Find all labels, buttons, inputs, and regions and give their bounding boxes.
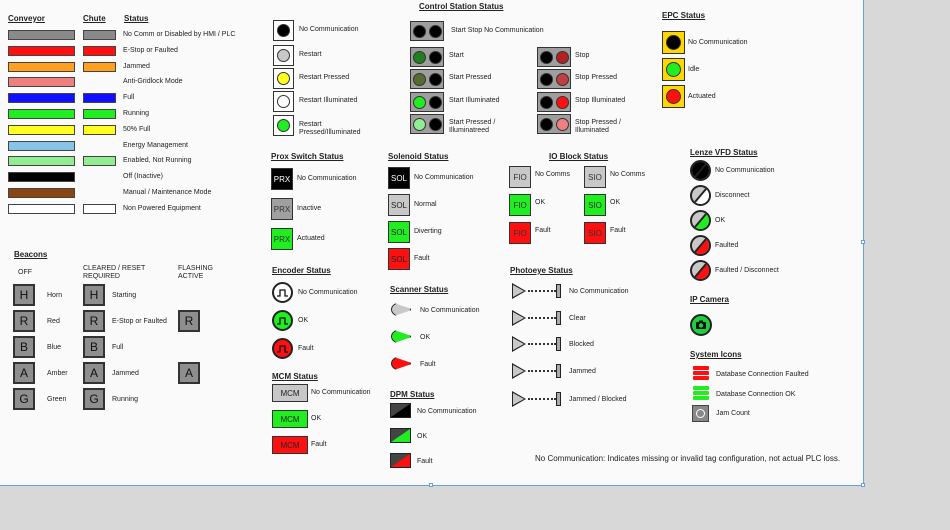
ip-camera-icon <box>690 314 712 336</box>
conveyor-status-label: Jammed <box>123 62 150 70</box>
ip-camera-header: IP Camera <box>690 295 729 304</box>
conveyor-swatch <box>8 204 75 214</box>
conveyor-status-label: 50% Full <box>123 125 151 133</box>
stop-lamp <box>556 73 569 86</box>
chute-swatch <box>83 93 116 103</box>
photoeye-reflector <box>556 284 561 298</box>
fio-icon: FIO <box>509 222 531 244</box>
dpm-fill <box>391 429 410 442</box>
conveyor-swatch <box>8 46 75 56</box>
photoeye-beam <box>528 343 556 345</box>
beacon-status-label: Jammed <box>112 370 139 377</box>
encoder-pulse-path <box>277 346 288 352</box>
restart-button-icon <box>273 115 294 136</box>
photoeye-status-label: Jammed <box>569 368 596 375</box>
beacon-cleared-icon: A <box>83 362 105 384</box>
mcm-header: MCM Status <box>272 372 318 381</box>
photoeye-status-label: Blocked <box>569 341 594 348</box>
lenze-vfd-glyph <box>692 187 709 204</box>
solenoid-header: Solenoid Status <box>388 152 449 161</box>
stop-lamp <box>429 118 442 131</box>
lenze-status-label: OK <box>715 217 726 224</box>
prox-status-label: No Communication <box>297 175 357 182</box>
conveyor-status-label: E-Stop or Faulted <box>123 46 178 54</box>
mcm-status-label: OK <box>311 415 322 422</box>
photoeye-emitter-fill <box>513 393 524 405</box>
start-lamp <box>413 51 426 64</box>
photoeye-reflector <box>556 337 561 351</box>
stop-status-label: Stop Pressed / Illuminated <box>575 119 621 134</box>
database-disk <box>693 391 709 395</box>
dpm-header: DPM Status <box>390 390 435 399</box>
beacons-col-flashing: FLASHING ACTIVE <box>178 265 214 280</box>
start-status-label: Start Illuminated <box>449 97 500 104</box>
stop-status-label: Stop Pressed <box>575 74 618 81</box>
lenze-vfd-glyph <box>692 237 709 254</box>
encoder-status-label: OK <box>298 317 309 324</box>
conveyor-swatch <box>8 125 75 135</box>
lenze-status-label: No Communication <box>715 167 775 174</box>
fio-status-label: OK <box>535 199 546 206</box>
epc-lamp <box>666 62 681 77</box>
restart-lamp <box>277 24 290 37</box>
fio-status-label: No Comms <box>535 171 571 178</box>
chute-header: Chute <box>83 14 106 23</box>
beacons-header: Beacons <box>14 250 48 259</box>
dpm-icon <box>390 428 411 443</box>
epc-header: EPC Status <box>662 11 706 20</box>
beacon-off-icon: A <box>13 362 35 384</box>
beacon-off-icon: G <box>13 388 35 410</box>
photoeye-status-label: Clear <box>569 315 586 322</box>
lenze-vfd-icon <box>690 160 711 181</box>
restart-status-label: Restart Illuminated <box>299 97 358 104</box>
stop-lamp <box>556 51 569 64</box>
encoder-status-label: No Communication <box>298 289 358 296</box>
conveyor-header: Conveyor <box>8 14 45 23</box>
chute-swatch <box>83 204 116 214</box>
start-lamp <box>413 118 426 131</box>
chute-swatch <box>83 125 116 135</box>
mcm-icon: MCM <box>272 410 308 428</box>
start-lamp <box>540 51 553 64</box>
encoder-pulse-path <box>277 318 288 324</box>
prox-icon: PRX <box>271 228 293 250</box>
chute-swatch <box>83 156 116 166</box>
beacon-cleared-icon: R <box>83 310 105 332</box>
start-stop-nocomm-label: Start Stop No Communication <box>451 27 544 34</box>
beacon-flashing-icon: A <box>178 362 200 384</box>
dpm-status-label: OK <box>417 433 428 440</box>
lenze-vfd-icon <box>690 260 711 281</box>
solenoid-icon: SOL <box>388 194 410 216</box>
conveyor-status-label: No Comm or Disabled by HMI / PLC <box>123 31 236 38</box>
conveyor-swatch <box>8 93 75 103</box>
photoeye-status-label: Jammed / Blocked <box>569 396 627 403</box>
stop-button-icon <box>537 114 571 134</box>
encoder-pulse-glyph <box>277 317 288 325</box>
epc-icon <box>662 31 685 54</box>
encoder-icon <box>272 282 293 303</box>
lenze-vfd-icon <box>690 235 711 256</box>
magnifier-glyph <box>696 409 705 418</box>
conveyor-status-label: Full <box>123 94 135 102</box>
database-disk <box>693 366 709 370</box>
start-lamp <box>413 73 426 86</box>
stop-lamp <box>429 96 442 109</box>
start-stop-nocomm-icon <box>410 21 444 41</box>
lenze-vfd-glyph <box>692 262 709 279</box>
system-icons-header: System Icons <box>690 350 742 359</box>
system-icon-label: Database Connection OK <box>716 391 796 398</box>
stop-button-icon <box>537 69 571 89</box>
solenoid-icon: SOL <box>388 221 410 243</box>
stop-status-label: Stop Illuminated <box>575 97 626 104</box>
mcm-status-label: Fault <box>311 441 327 448</box>
prox-status-label: Inactive <box>297 205 322 212</box>
database-disk <box>693 396 709 400</box>
start-lamp <box>413 96 426 109</box>
system-icon-label: Jam Count <box>716 410 750 417</box>
beacon-status-label: Full <box>112 344 124 351</box>
restart-lamp <box>277 119 290 132</box>
restart-lamp <box>277 95 290 108</box>
beacon-status-label: Starting <box>112 292 137 299</box>
conveyor-status-label: Non Powered Equipment <box>123 204 201 212</box>
resize-handle-bottom[interactable] <box>429 483 433 487</box>
stop-status-label: Stop <box>575 52 590 59</box>
conveyor-swatch <box>8 156 75 166</box>
scanner-icon <box>391 329 411 344</box>
beacon-off-icon: R <box>13 310 35 332</box>
stop-lamp <box>556 96 569 109</box>
mcm-status-label: No Communication <box>311 389 371 396</box>
restart-status-label: No Communication <box>299 26 359 33</box>
beacon-name-label: Amber <box>47 370 68 377</box>
scanner-header: Scanner Status <box>390 285 449 294</box>
stop-lamp <box>429 51 442 64</box>
encoder-status-label: Fault <box>298 345 314 352</box>
restart-status-label: Restart Pressed/Illuminated <box>299 121 361 136</box>
resize-handle-corner[interactable] <box>861 483 865 487</box>
epc-status-label: Actuated <box>688 93 716 100</box>
encoder-header: Encoder Status <box>272 266 331 275</box>
beacons-col-off: OFF <box>18 269 32 276</box>
conveyor-status-label: Off (Inactive) <box>123 173 163 181</box>
start-lamp <box>540 73 553 86</box>
restart-status-label: Restart Pressed <box>299 74 350 81</box>
photoeye-emitter-fill <box>513 338 524 350</box>
encoder-icon <box>272 310 293 331</box>
start-status-label: Start <box>449 52 464 59</box>
beacon-name-label: Horn <box>47 292 63 299</box>
solenoid-status-label: Fault <box>414 255 430 262</box>
beacon-name-label: Red <box>47 318 60 325</box>
footer-note: No Communication: Indicates missing or invalid tag configuration, not actual PLC loss. <box>535 454 841 463</box>
scanner-status-label: No Communication <box>420 307 480 314</box>
sio-icon: SIO <box>584 166 606 188</box>
lenze-status-label: Faulted <box>715 242 739 249</box>
start-button-icon <box>410 114 444 134</box>
dpm-status-label: Fault <box>417 458 433 465</box>
epc-status-label: Idle <box>688 66 700 73</box>
lenze-vfd-icon <box>690 185 711 206</box>
chute-swatch <box>83 30 116 40</box>
lenze-vfd-icon <box>690 210 711 231</box>
solenoid-status-label: No Communication <box>414 174 474 181</box>
photoeye-emitter-fill <box>513 285 524 297</box>
lenze-status-label: Disconnect <box>715 192 750 199</box>
sio-status-label: OK <box>610 199 621 206</box>
dpm-status-label: No Communication <box>417 408 477 415</box>
conveyor-status-label: Enabled, Not Running <box>123 157 192 165</box>
lenze-header: Lenze VFD Status <box>690 148 758 157</box>
photoeye-reflector <box>556 364 561 378</box>
sio-status-label: Fault <box>610 227 626 234</box>
encoder-pulse-glyph <box>277 289 288 297</box>
fio-status-label: Fault <box>535 227 551 234</box>
solenoid-icon: SOL <box>388 248 410 270</box>
sio-icon: SIO <box>584 194 606 216</box>
restart-button-icon <box>273 20 294 41</box>
conveyor-swatch <box>8 188 75 198</box>
encoder-pulse-path <box>277 290 288 296</box>
start-status-label: Start Pressed <box>449 74 492 81</box>
epc-lamp <box>666 89 681 104</box>
scanner-icon <box>391 302 411 317</box>
conveyor-swatch <box>8 77 75 87</box>
solenoid-status-label: Diverting <box>414 228 442 235</box>
photoeye-header: Photoeye Status <box>510 266 573 275</box>
stop-button-icon <box>537 47 571 67</box>
chute-swatch <box>83 109 116 119</box>
database-icon <box>693 366 709 382</box>
conveyor-status-label: Energy Management <box>123 141 188 149</box>
start-button-icon <box>410 47 444 67</box>
prox-header: Prox Switch Status <box>271 152 344 161</box>
io-block-header: IO Block Status <box>549 152 609 161</box>
status-header: Status <box>124 14 149 23</box>
scanner-status-label: OK <box>420 334 431 341</box>
dpm-fill <box>391 404 410 417</box>
stop-lamp <box>429 73 442 86</box>
stop-lamp <box>556 118 569 131</box>
beacon-off-icon: H <box>13 284 35 306</box>
conveyor-status-label: Anti-Gridlock Mode <box>123 78 183 86</box>
start-lamp <box>540 118 553 131</box>
conveyor-swatch <box>8 62 75 72</box>
beacon-status-label: E-Stop or Faulted <box>112 318 167 325</box>
database-icon <box>693 386 709 402</box>
mcm-icon: MCM <box>272 384 308 402</box>
beacon-cleared-icon: H <box>83 284 105 306</box>
mcm-icon: MCM <box>272 436 308 454</box>
sio-status-label: No Comms <box>610 171 646 178</box>
database-disk <box>693 376 709 380</box>
resize-handle-right[interactable] <box>861 240 865 244</box>
encoder-pulse-glyph <box>277 345 288 353</box>
conveyor-swatch <box>8 30 75 40</box>
control-station-header: Control Station Status <box>419 2 504 11</box>
photoeye-beam <box>528 370 556 372</box>
prox-status-label: Actuated <box>297 235 325 242</box>
conveyor-status-label: Manual / Maintenance Mode <box>123 189 212 196</box>
solenoid-status-label: Normal <box>414 201 437 208</box>
database-disk <box>693 386 709 390</box>
dpm-fill <box>391 454 410 467</box>
solenoid-icon: SOL <box>388 167 410 189</box>
restart-button-icon <box>273 91 294 112</box>
fio-icon: FIO <box>509 166 531 188</box>
photoeye-emitter-fill <box>513 365 524 377</box>
prox-icon: PRX <box>271 168 293 190</box>
lenze-vfd-glyph <box>692 162 709 179</box>
jam-count-icon <box>692 405 709 422</box>
lenze-vfd-glyph <box>692 212 709 229</box>
photoeye-beam <box>528 290 556 292</box>
photoeye-beam <box>528 398 556 400</box>
photoeye-emitter-fill <box>513 312 524 324</box>
conveyor-swatch <box>8 172 75 182</box>
photoeye-status-label: No Communication <box>569 288 629 295</box>
conveyor-swatch <box>8 109 75 119</box>
chute-swatch <box>83 62 116 72</box>
dpm-icon <box>390 403 411 418</box>
prox-icon: PRX <box>271 198 293 220</box>
fio-icon: FIO <box>509 194 531 216</box>
database-disk <box>693 371 709 375</box>
epc-icon <box>662 85 685 108</box>
sio-icon: SIO <box>584 222 606 244</box>
restart-lamp <box>277 72 290 85</box>
start-status-label: Start Pressed / Illuminatreed <box>449 119 496 134</box>
stop-button-icon <box>537 92 571 112</box>
encoder-icon <box>272 338 293 359</box>
chute-swatch <box>83 46 116 56</box>
system-icon-label: Database Connection Faulted <box>716 371 809 378</box>
beacon-status-label: Running <box>112 396 139 403</box>
beacons-col-cleared: CLEARED / RESET REQUIRED <box>83 265 146 280</box>
start-button-icon <box>410 69 444 89</box>
epc-lamp <box>666 35 681 50</box>
beacon-flashing-icon: R <box>178 310 200 332</box>
beacon-cleared-icon: G <box>83 388 105 410</box>
conveyor-status-label: Running <box>123 110 150 117</box>
photoeye-reflector <box>556 392 561 406</box>
scanner-icon <box>391 356 411 371</box>
beacon-name-label: Green <box>47 396 67 403</box>
restart-lamp <box>277 49 290 62</box>
dpm-icon <box>390 453 411 468</box>
restart-status-label: Restart <box>299 51 322 58</box>
conveyor-swatch <box>8 141 75 151</box>
photoeye-reflector <box>556 311 561 325</box>
start-lamp <box>540 96 553 109</box>
scanner-status-label: Fault <box>420 361 436 368</box>
beacon-cleared-icon: B <box>83 336 105 358</box>
beacon-name-label: Blue <box>47 344 62 351</box>
epc-status-label: No Communication <box>688 39 748 46</box>
restart-button-icon <box>273 45 294 66</box>
beacon-off-icon: B <box>13 336 35 358</box>
photoeye-beam <box>528 317 556 319</box>
start-button-icon <box>410 92 444 112</box>
lenze-status-label: Faulted / Disconnect <box>715 267 779 274</box>
restart-button-icon <box>273 68 294 89</box>
epc-icon <box>662 58 685 81</box>
